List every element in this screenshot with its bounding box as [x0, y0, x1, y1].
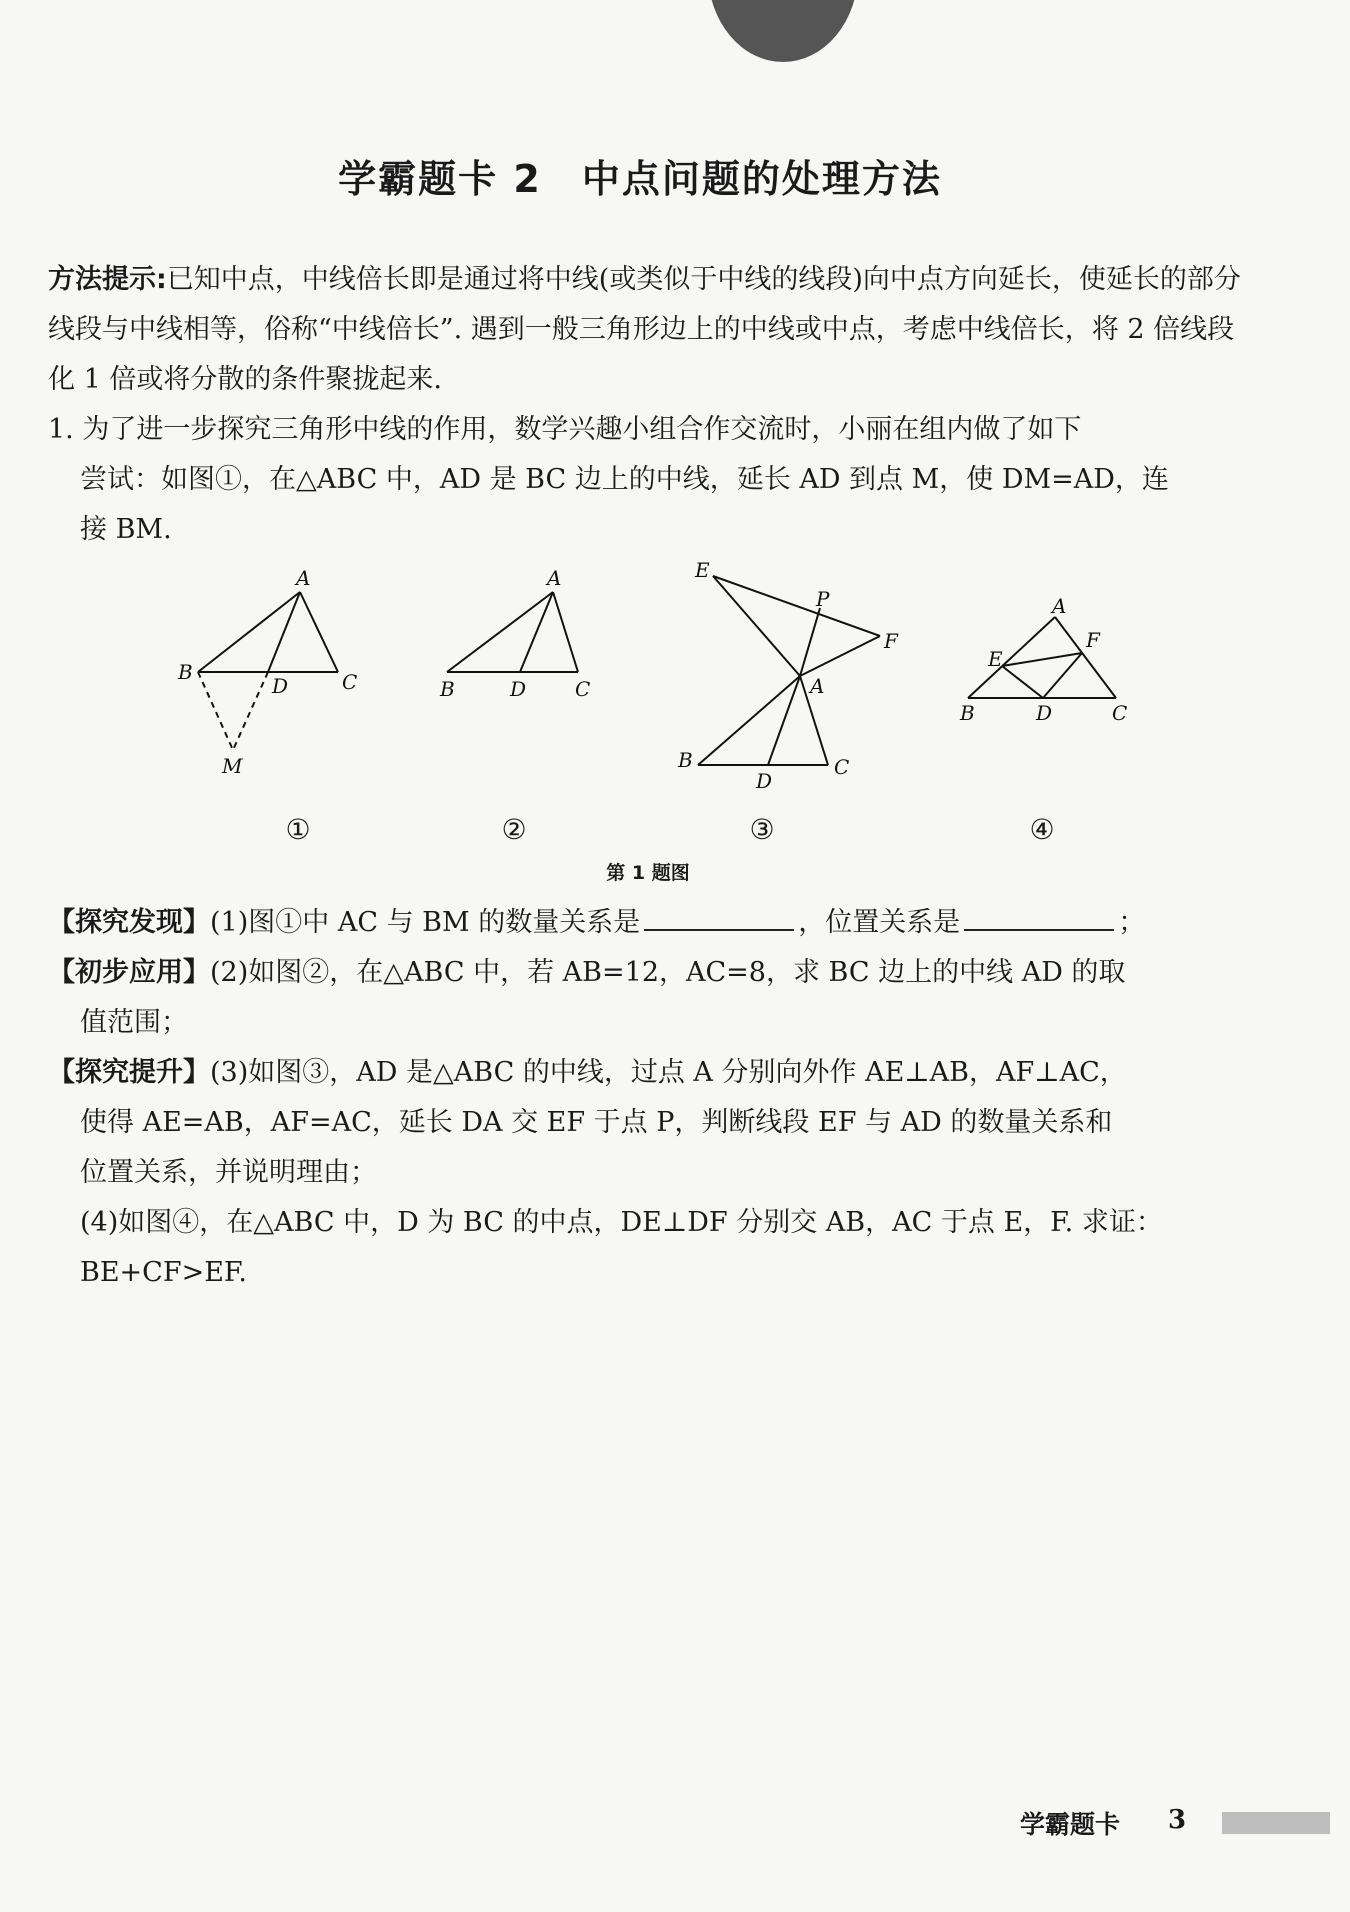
q3-tag: 【探究提升】 [48, 1057, 210, 1088]
problem-line-2: 尝试：如图①，在△ABC 中，AD 是 BC 边上的中线，延长 AD 到点 M，使 DM=AD，连 [80, 464, 1169, 495]
fig2-label-c: C [575, 677, 591, 701]
fig3-label-p: P [816, 587, 830, 611]
q1-text-a: (1)图①中 AC 与 BM 的数量关系是 [210, 907, 641, 938]
figure-number-1: ① [285, 813, 311, 846]
fig3-label-a: A [810, 674, 825, 698]
problem-line-1: 1. 为了进一步探究三角形中线的作用，数学兴趣小组合作交流时，小丽在组内做了如下 [48, 414, 1082, 445]
fig4-label-f: F [1086, 628, 1100, 652]
fig4-label-e: E [988, 647, 1003, 671]
fig2-label-b: B [440, 677, 455, 701]
figure-number-2: ② [501, 813, 527, 846]
q4-text-1: (4)如图④，在△ABC 中，D 为 BC 的中点，DE⊥DF 分别交 AB，AC 于点 E，F. 求证： [80, 1207, 1163, 1238]
q4-text-2: BE+CF>EF. [80, 1257, 248, 1288]
q2-tag: 【初步应用】 [48, 957, 210, 988]
problem-line-3: 接 BM. [80, 514, 172, 545]
fig1-label-d: D [272, 674, 289, 698]
q2-text-2: 值范围； [80, 1007, 188, 1038]
figure-caption: 第 1 题图 [606, 862, 690, 884]
fig3-label-e: E [695, 558, 710, 582]
fig1-label-m: M [222, 754, 243, 778]
fig3-label-b: B [678, 748, 693, 772]
method-hint [48, 255, 1243, 405]
q3-text-1: (3)如图③，AD 是△ABC 的中线，过点 A 分别向外作 AE⊥AB，AF⊥AC， [210, 1057, 1127, 1088]
q3-text-2: 使得 AE=AB，AF=AC，延长 DA 交 EF 于点 P，判断线段 EF 与 AD 的数量关系和 [80, 1107, 1113, 1138]
q1-text-c: ； [1118, 907, 1146, 938]
q1-tag: 【探究发现】 [48, 907, 210, 938]
question-1 [48, 898, 1243, 948]
q2-text-1: (2)如图②，在△ABC 中，若 AB=12，AC=8，求 BC 边上的中线 AD 的取 [210, 957, 1126, 988]
figure-number-4: ④ [1029, 813, 1055, 846]
fig2-label-a: A [547, 566, 562, 590]
question-2 [48, 948, 1243, 998]
fig4-label-c: C [1112, 701, 1128, 725]
q1-answer-blank-2[interactable] [964, 903, 1114, 931]
page-title: 学霸题卡 2 中点问题的处理方法 [338, 157, 942, 201]
page-number: 3 [1168, 1805, 1187, 1835]
figure-group [0, 545, 1350, 865]
q1-text-b: ，位置关系是 [798, 907, 961, 938]
figure-3 [698, 576, 880, 765]
fig2-label-d: D [510, 677, 527, 701]
fig1-label-c: C [342, 670, 358, 694]
figure-2 [447, 592, 578, 672]
geometry-figures [0, 545, 1350, 865]
problem-statement [48, 405, 1243, 555]
q1-answer-blank-1[interactable] [644, 903, 794, 931]
questions [48, 898, 1243, 1298]
question-3 [48, 1048, 1243, 1098]
q3-text-3: 位置关系，并说明理由； [80, 1157, 377, 1188]
method-label: 方法提示: [48, 264, 167, 295]
figure-1 [198, 592, 338, 750]
fig3-label-d: D [756, 769, 773, 793]
figure-number-3: ③ [749, 813, 775, 846]
method-text: 已知中点，中线倍长即是通过将中线(或类似于中线的线段)向中点方向延长，使延长的部分线段与中线相等，俗称“中线倍长”. 遇到一般三角形边上的中线或中点，考虑中线倍长，将 2 倍线段化 1 倍或将分散的条件聚拢起来. [48, 264, 1241, 395]
fig3-label-f: F [884, 629, 898, 653]
fig1-label-b: B [178, 660, 193, 684]
fig4-label-d: D [1036, 701, 1053, 725]
fig4-label-a: A [1052, 594, 1067, 618]
decorative-circle [708, 0, 858, 62]
fig3-label-c: C [834, 755, 850, 779]
footer-decoration [1222, 1812, 1330, 1834]
fig1-label-a: A [296, 566, 311, 590]
footer-label: 学霸题卡 [1020, 1810, 1121, 1839]
fig4-label-b: B [960, 701, 975, 725]
